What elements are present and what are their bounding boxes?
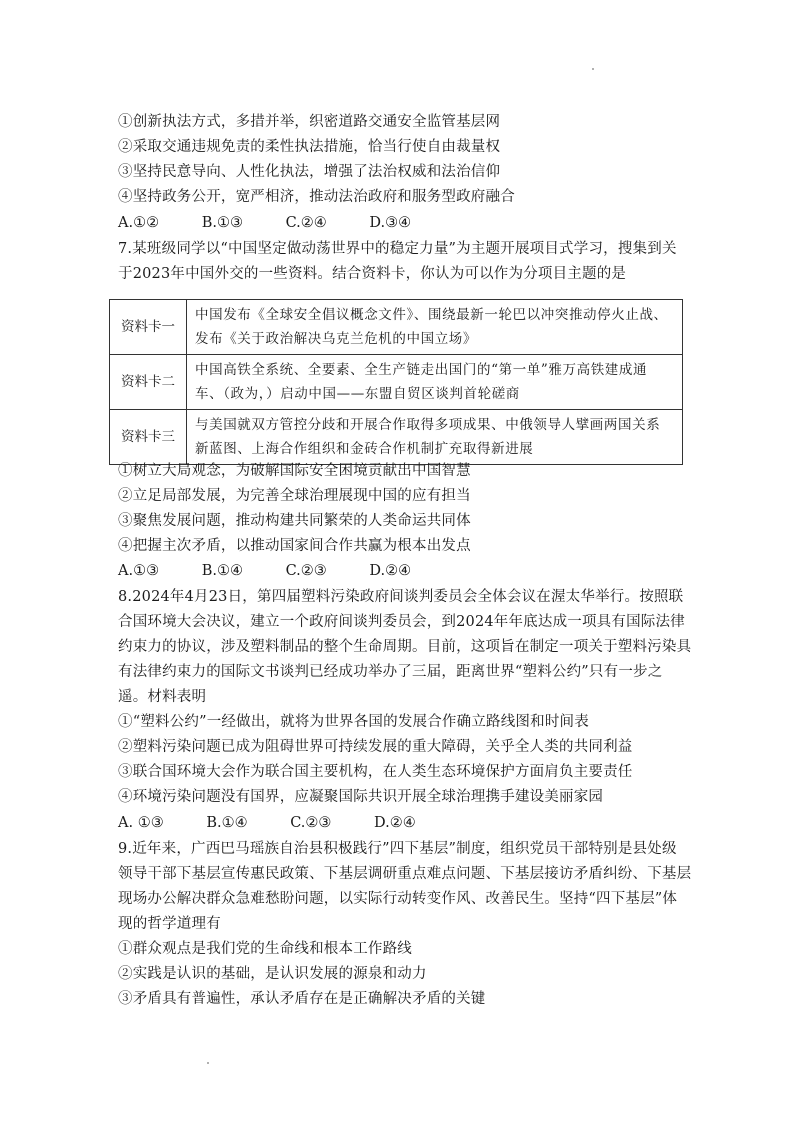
q7-options xyxy=(118,561,411,581)
q8-options xyxy=(118,813,416,833)
q7-option-a[interactable]: A.①③ xyxy=(118,563,160,579)
resource-card-text: 中国高铁全系统、全要素、全生产链走出国门的“第一单”雅万高铁建成通车、（政为，）启动中国——东盟自贸区谈判首轮磋商 xyxy=(187,355,683,410)
q9-stem-line-3: 现场办公解决群众急难愁盼问题，以实际行动转变作风、改善民生。坚持“四下基层”体 xyxy=(118,891,678,907)
q7-item-2: ②立足局部发展，为完善全球治理展现中国的应有担当 xyxy=(118,488,471,504)
q6-item-2: ②采取交通违规免责的柔性执法措施，恰当行使自由裁量权 xyxy=(118,139,501,155)
q6-item-3: ③坚持民意导向、人性化执法，增强了法治权威和法治信仰 xyxy=(118,164,501,180)
q8-stem-line-5: 遥。材料表明 xyxy=(118,689,207,705)
q7-option-d[interactable]: D.②④ xyxy=(369,563,412,579)
q6-option-a[interactable]: A.①② xyxy=(118,215,160,231)
q8-stem-line-2: 合国环境大会决议，建立一个政府间谈判委员会，到2024年年底达成一项具有国际法律 xyxy=(118,614,685,630)
q9-item-1: ①群众观点是我们党的生命线和根本工作路线 xyxy=(118,941,412,957)
resource-card-label: 资料卡一 xyxy=(110,300,187,355)
q9-item-3: ③矛盾具有普遍性，承认矛盾存在是正确解决矛盾的关键 xyxy=(118,991,486,1007)
q8-option-d[interactable]: D.②④ xyxy=(373,815,416,831)
q7-stem-line-1: 7.某班级同学以“中国坚定做动荡世界中的稳定力量”为主题开展项目式学习，搜集到关 xyxy=(118,241,677,257)
q9-stem-line-4: 现的哲学道理有 xyxy=(118,916,221,932)
q6-option-c[interactable]: C.②④ xyxy=(285,215,327,231)
q8-item-3: ③联合国环境大会作为联合国主要机构，在人类生态环境保护方面肩负主要责任 xyxy=(118,764,633,780)
scan-speck xyxy=(592,68,594,70)
q6-item-4: ④坚持政务公开，宽严相济，推动法治政府和服务型政府融合 xyxy=(118,189,515,205)
q7-option-b[interactable]: B.①④ xyxy=(201,563,243,579)
resource-card-row xyxy=(110,410,683,465)
q7-item-1: ①树立大局观念，为破解国际安全困境贡献出中国智慧 xyxy=(118,463,471,479)
q9-stem-line-2: 领导干部下基层宣传惠民政策、下基层调研重点难点问题、下基层接访矛盾纠纷、下基层 xyxy=(118,866,692,882)
resource-card-label: 资料卡三 xyxy=(110,410,187,465)
q6-item-1: ①创新执法方式，多措并举，织密道路交通安全监管基层网 xyxy=(118,114,501,130)
q8-option-c[interactable]: C.②③ xyxy=(290,815,332,831)
q9-item-2: ②实践是认识的基础，是认识发展的源泉和动力 xyxy=(118,966,427,982)
resource-card-text: 中国发布《全球安全倡议概念文件》、围绕最新一轮巴以冲突推动停火止战、发布《关于政治解决乌克兰危机的中国立场》 xyxy=(187,300,683,355)
scan-speck xyxy=(207,1062,209,1064)
q7-option-c[interactable]: C.②③ xyxy=(285,563,327,579)
q8-stem-line-4: 有法律约束力的国际文书谈判已经成功举办了三届，距离世界“塑料公约”只有一步之 xyxy=(118,664,663,680)
q8-item-2: ②塑料污染问题已成为阻碍世界可持续发展的重大障碍，关乎全人类的共同利益 xyxy=(118,739,633,755)
q9-stem-line-1: 9.近年来，广西巴马瑶族自治县积极践行”四下基层”制度，组织党员干部特别是县处级 xyxy=(118,841,677,857)
resource-card-row xyxy=(110,300,683,355)
resource-card-row xyxy=(110,355,683,410)
q7-resource-card-table xyxy=(109,299,683,465)
resource-card-label: 资料卡二 xyxy=(110,355,187,410)
q8-stem-line-1: 8.2024年4月23日，第四届塑料污染政府间谈判委员会全体会议在渥太华举行。按照联 xyxy=(118,589,684,605)
q7-item-4: ④把握主次矛盾，以推动国家间合作共赢为根本出发点 xyxy=(118,538,471,554)
q6-option-d[interactable]: D.③④ xyxy=(369,215,412,231)
q8-stem-line-3: 约束力的协议，涉及塑料制品的整个生命周期。目前，这项旨在制定一项关于塑料污染具 xyxy=(118,639,692,655)
q8-option-a[interactable]: A. ①③ xyxy=(118,815,164,831)
q7-stem-line-2: 于2023年中国外交的一些资料。结合资料卡，你认为可以作为分项目主题的是 xyxy=(118,266,627,282)
q6-options xyxy=(118,213,411,233)
q6-option-b[interactable]: B.①③ xyxy=(201,215,243,231)
q8-option-b[interactable]: B.①④ xyxy=(206,815,248,831)
q8-item-1: ①“塑料公约”一经做出，就将为世界各国的发展合作确立路线图和时间表 xyxy=(118,714,589,730)
resource-card-text: 与美国就双方管控分歧和开展合作取得多项成果、中俄领导人擘画两国关系新蓝图、上海合作组织和金砖合作机制扩充取得新进展 xyxy=(187,410,683,465)
q7-item-3: ③聚焦发展问题，推动构建共同繁荣的人类命运共同体 xyxy=(118,513,471,529)
q8-item-4: ④环境污染问题没有国界，应凝聚国际共识开展全球治理携手建设美丽家园 xyxy=(118,789,604,805)
